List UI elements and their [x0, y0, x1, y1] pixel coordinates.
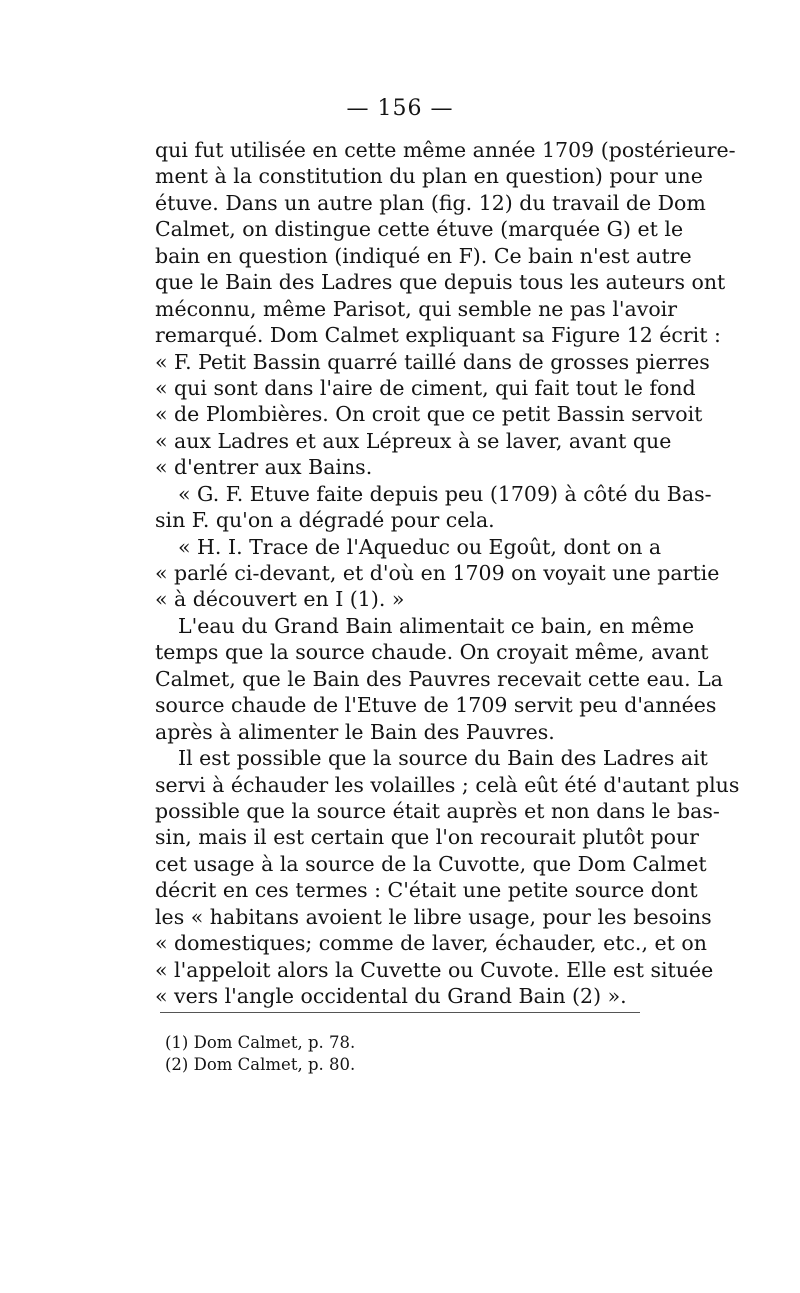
- text-line: « F. Petit Bassin quarré taillé dans de grosses pierres: [155, 349, 710, 374]
- text-line: ment à la constitution du plan en question) pour une: [155, 164, 703, 189]
- page-number: — 156 —: [346, 96, 454, 121]
- text-line: méconnu, même Parisot, qui semble ne pas l'avoir: [155, 296, 678, 321]
- text-line: étuve. Dans un autre plan (fig. 12) du travail de Dom: [155, 190, 706, 215]
- text-line: décrit en ces termes : C'était une petite source dont: [155, 878, 698, 903]
- text-line: « G. F. Etuve faite depuis peu (1709) à côté du Bas-: [178, 481, 712, 506]
- text-line: « l'appeloit alors la Cuvette ou Cuvote. Elle est située: [155, 957, 714, 982]
- text-line: après à alimenter le Bain des Pauvres.: [155, 719, 555, 744]
- text-line: source chaude de l'Etuve de 1709 servit peu d'années: [155, 693, 717, 718]
- text-line: remarqué. Dom Calmet expliquant sa Figure 12 écrit :: [155, 323, 721, 348]
- text-line: cet usage à la source de la Cuvotte, que Dom Calmet: [155, 851, 707, 876]
- body-text: [155, 137, 740, 1009]
- text-line: sin F. qu'on a dégradé pour cela.: [155, 508, 495, 533]
- text-line: « H. I. Trace de l'Aqueduc ou Egoût, dont on a: [178, 534, 662, 559]
- text-line: « aux Ladres et aux Lépreux à se laver, avant que: [155, 428, 672, 453]
- footnotes: [165, 1032, 355, 1076]
- text-line: L'eau du Grand Bain alimentait ce bain, en même: [178, 613, 695, 638]
- text-line: les « habitans avoient le libre usage, pour les besoins: [155, 904, 712, 929]
- text-line: Calmet, que le Bain des Pauvres recevait cette eau. La: [155, 666, 724, 691]
- text-line: Il est possible que la source du Bain des Ladres ait: [178, 746, 708, 771]
- text-line: « à découvert en I (1). »: [155, 587, 405, 612]
- text-line: « vers l'angle occidental du Grand Bain (2) ».: [155, 984, 627, 1008]
- text-line: « d'entrer aux Bains.: [155, 455, 373, 480]
- footnote-1: (1) Dom Calmet, p. 78.: [165, 1033, 356, 1052]
- text-line: « de Plombières. On croit que ce petit Bassin servoit: [155, 402, 703, 427]
- text-line: que le Bain des Ladres que depuis tous les auteurs ont: [155, 270, 726, 295]
- text-line: « domestiques; comme de laver, échauder, etc., et on: [155, 931, 707, 956]
- text-line: servi à échauder les volailles ; celà eût été d'autant plus: [155, 772, 740, 797]
- footnote-2: (2) Dom Calmet, p. 80.: [165, 1055, 356, 1074]
- text-line: qui fut utilisée en cette même année 1709 (postérieure-: [155, 138, 736, 162]
- text-line: « parlé ci-devant, et d'où en 1709 on voyait une partie: [155, 561, 720, 585]
- text-line: « qui sont dans l'aire de ciment, qui fait tout le fond: [155, 375, 696, 400]
- text-line: Calmet, on distingue cette étuve (marquée G) et le: [155, 217, 684, 242]
- text-line: bain en question (indiqué en F). Ce bain n'est autre: [155, 243, 692, 268]
- text-line: sin, mais il est certain que l'on recourait plutôt pour: [155, 825, 699, 850]
- text-line: temps que la source chaude. On croyait même, avant: [155, 640, 709, 665]
- footnote-divider: [160, 1012, 640, 1013]
- text-line: possible que la source était auprès et non dans le bas-: [155, 798, 720, 823]
